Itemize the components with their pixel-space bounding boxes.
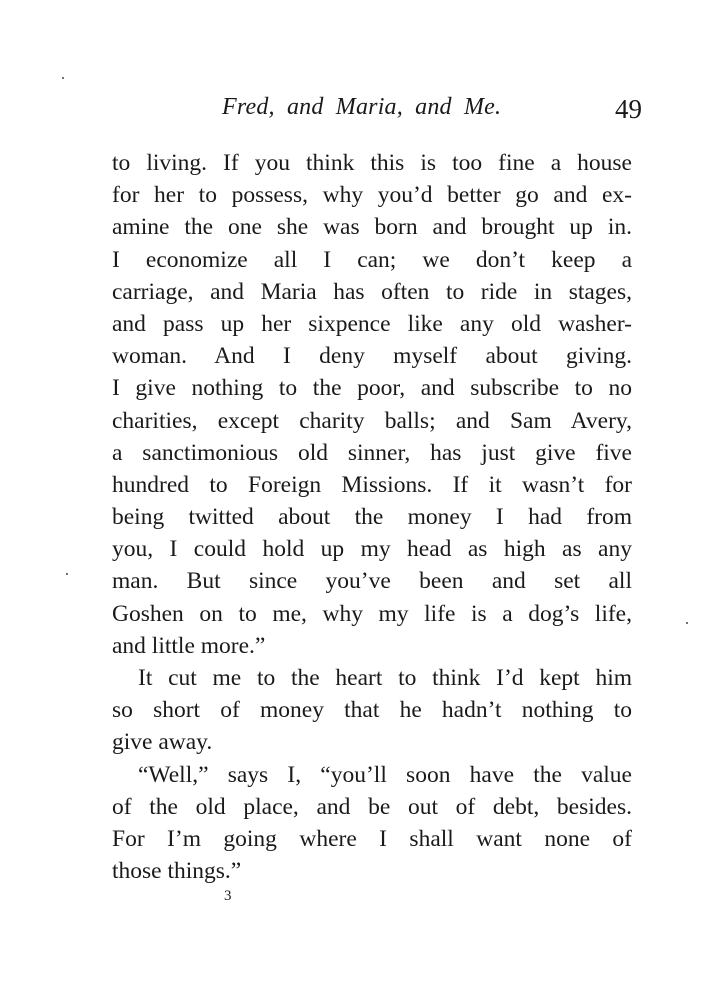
text-line: For I’m going where I shall want none of bbox=[112, 825, 632, 852]
text-line: hundred to Foreign Missions. If it wasn’t for bbox=[112, 471, 632, 498]
paper-speck bbox=[66, 573, 68, 575]
body-text bbox=[112, 147, 632, 887]
text-line: woman. And I deny myself about giving. bbox=[112, 343, 632, 370]
text-line: for her to possess, why you’d better go and ex- bbox=[112, 182, 632, 209]
text-line: being twitted about the money I had from bbox=[112, 504, 632, 531]
text-line: charities, except charity balls; and Sam Avery, bbox=[112, 407, 632, 434]
paper-speck bbox=[62, 77, 64, 79]
text-line: and pass up her sixpence like any old washer- bbox=[112, 310, 632, 337]
text-line: I economize all I can; we don’t keep a bbox=[112, 246, 632, 273]
text-line: so short of money that he hadn’t nothing to bbox=[112, 697, 632, 724]
text-line: carriage, and Maria has often to ride in stages, bbox=[112, 278, 632, 305]
running-head bbox=[112, 92, 642, 128]
text-line: of the old place, and be out of debt, besides. bbox=[112, 793, 632, 820]
text-line: give away. bbox=[112, 729, 213, 756]
text-line: It cut me to the heart to think I’d kept him bbox=[138, 665, 632, 691]
text-line: I give nothing to the poor, and subscribe to no bbox=[112, 375, 632, 402]
page-number: 49 bbox=[615, 94, 642, 124]
text-line: man. But since you’ve been and set all bbox=[112, 568, 632, 595]
text-line: and little more.” bbox=[112, 632, 266, 659]
signature-mark: 3 bbox=[224, 888, 232, 904]
text-line: Goshen on to me, why my life is a dog’s life, bbox=[112, 600, 632, 627]
text-line: those things.” bbox=[112, 858, 242, 885]
text-line: a sanctimonious old sinner, has just give five bbox=[112, 439, 632, 466]
text-line: to living. If you think this is too fine a house bbox=[112, 150, 632, 176]
paper-speck bbox=[686, 622, 688, 624]
text-line: amine the one she was born and brought up in. bbox=[112, 214, 632, 241]
running-title: Fred, and Maria, and Me. bbox=[222, 94, 502, 120]
text-line: you, I could hold up my head as high as any bbox=[112, 536, 632, 563]
text-line: “Well,” says I, “you’ll soon have the value bbox=[138, 761, 632, 788]
